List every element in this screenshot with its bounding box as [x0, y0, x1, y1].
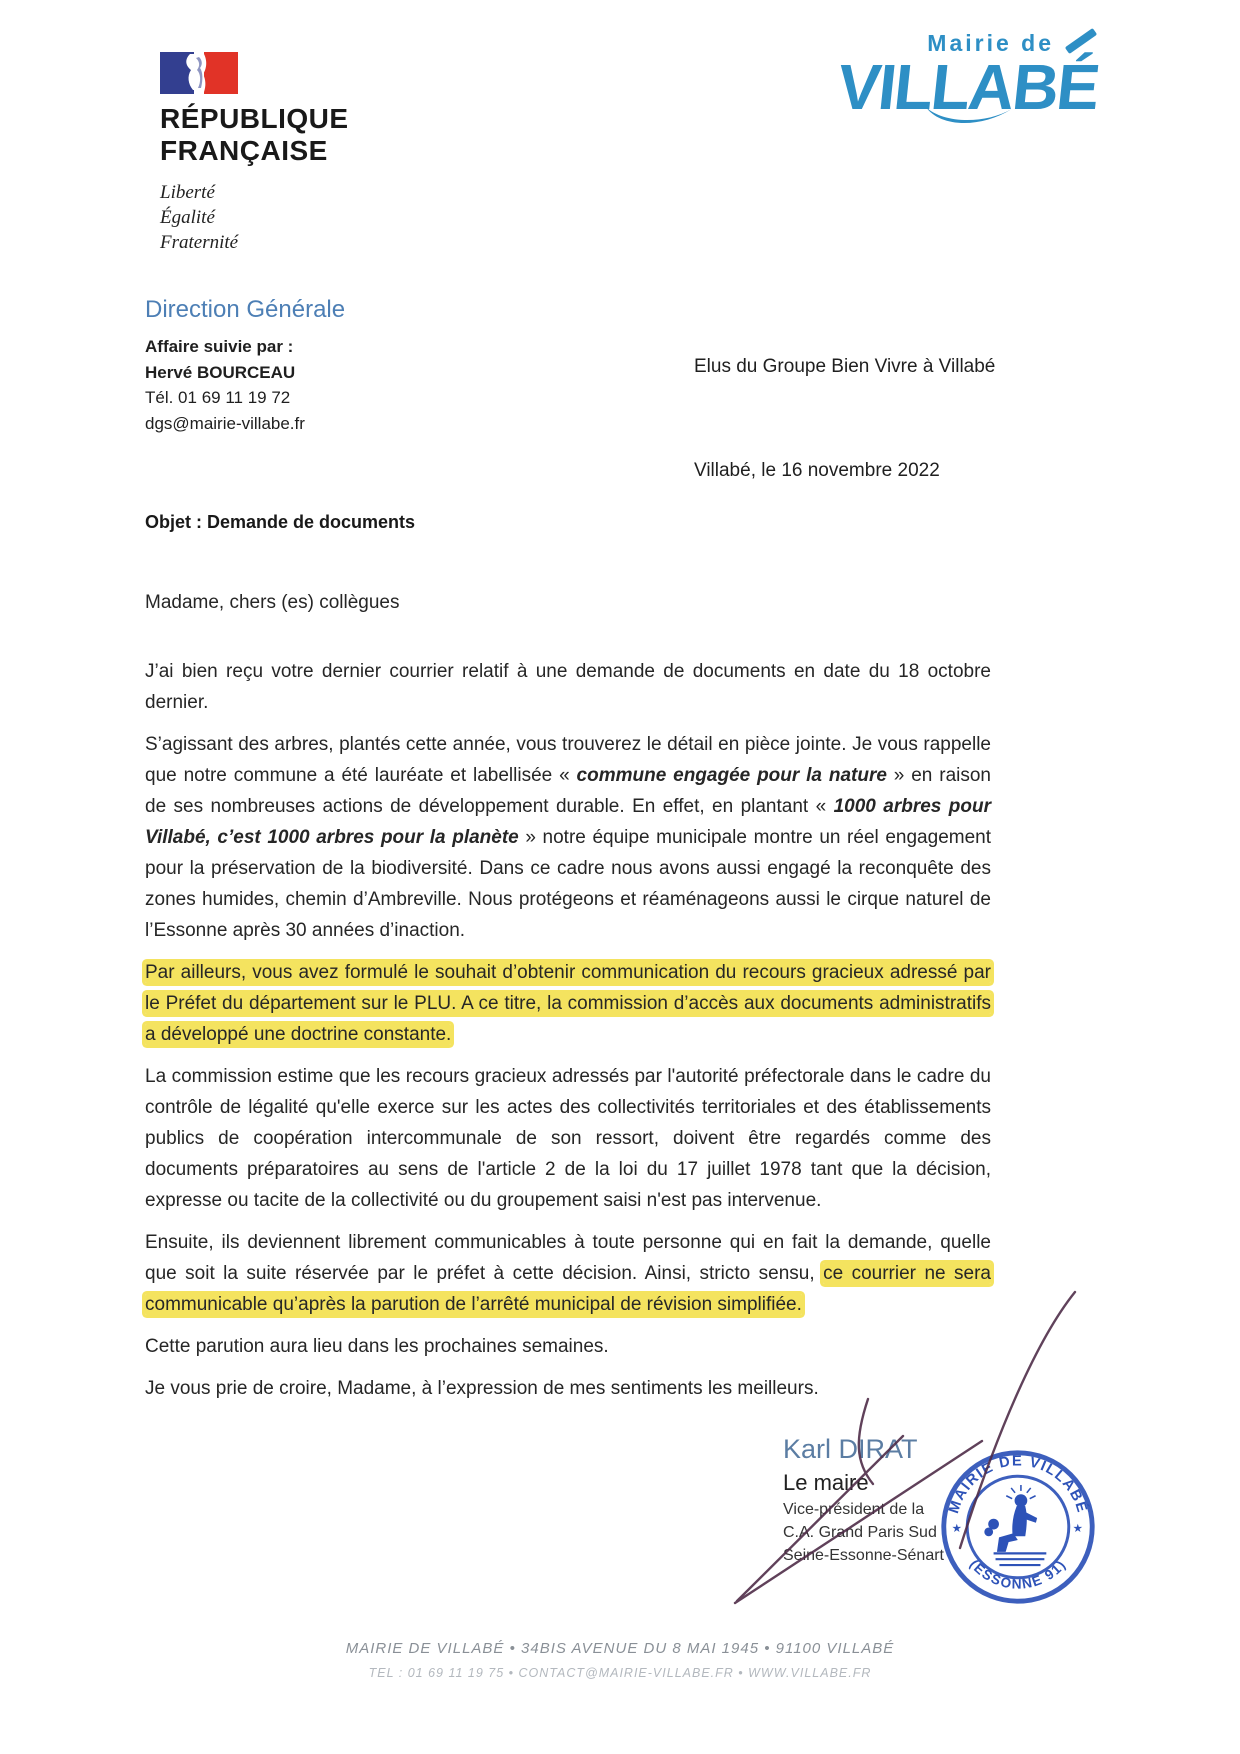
logo-slash-icon — [1065, 27, 1097, 53]
sender-email: dgs@mairie-villabe.fr — [145, 413, 305, 433]
letter-body — [145, 656, 991, 1415]
seal-star-left: ★ — [951, 1521, 963, 1535]
recipient: Elus du Groupe Bien Vivre à Villabé — [694, 356, 996, 377]
sender-followup-label: Affaire suivie par : — [145, 337, 294, 356]
republique-motto: Liberté Égalité Fraternité — [160, 182, 239, 253]
signer-name: Karl DIRAT — [783, 1434, 918, 1464]
body-paragraph: S’agissant des arbres, plantés cette année, vous trouverez le détail en pièce jointe. Je vous rappelle que notre commune a été lauréate et labellisée « commune engagée pour la nature » en raison de ses nombreuses actions de développement durable. En effet, en plantant « 1000 arbres pour Villabé, c’est 1000 arbres pour la planète » notre équipe municipale montre un réel engagement pour la préservation de la biodiversité. Dans ce cadre nous avons aussi engagé la reconquête des zones humides, chemin d’Ambreville. Nous protégeons et réaménageons aussi le cirque naturel de l’Essonne après 30 années d’inaction. — [145, 734, 991, 941]
seal-bottom-text: (ESSONNE 91) — [966, 1556, 1070, 1592]
seal-figure-icon — [985, 1485, 1047, 1565]
logo-villabe-wordmark: VILLABÉ — [835, 55, 1102, 119]
svg-text:(ESSONNE 91) — [967, 1557, 1069, 1592]
sender-service: Direction Générale — [145, 296, 346, 323]
logo-swoosh-icon — [922, 105, 1017, 131]
republique-francaise-logo — [160, 52, 349, 255]
sender-followup-name: Hervé BOURCEAU — [145, 362, 296, 382]
subject-line: Objet : Demande de documents — [145, 512, 416, 532]
signer-title: Le maire — [783, 1470, 869, 1495]
logo-mairie-de: Mairie de — [838, 30, 1098, 57]
body-paragraph: La commission estime que les recours gracieux adressés par l'autorité préfectorale dans le cadre du contrôle de légalité qu'elle exerce sur les actes des collectivités territoriales et des établissements publics de coopération intercommunale de son ressort, doivent être regardés comme des documents préparatoires au sens de l'article 2 de la loi du 17 juillet 1978 tant que la décision, expresse ou tacite de la collectivité ou du groupement saisi n'est pas intervenue. — [145, 1066, 991, 1211]
signature-block — [783, 1434, 944, 1567]
body-paragraph: Cette parution aura lieu dans les prochaines semaines. — [145, 1336, 609, 1357]
sender-phone: Tél. 01 69 11 19 72 — [145, 388, 291, 407]
seal-star-right: ★ — [1072, 1521, 1084, 1535]
municipal-seal-stamp — [935, 1444, 1101, 1610]
body-paragraph-closing: Je vous prie de croire, Madame, à l’expression de mes sentiments les meilleurs. — [145, 1378, 819, 1399]
signer-subtitle: Vice-président de la C.A. Grand Paris Sud Seine-Essonne-Sénart — [783, 1501, 944, 1564]
republique-name: RÉPUBLIQUE FRANÇAISE — [160, 103, 349, 166]
footer-contact: TEL : 01 69 11 19 75 • CONTACT@MAIRIE-VILLABE.FR • WWW.VILLABE.FR — [368, 1666, 872, 1680]
french-flag-icon — [160, 52, 238, 94]
mairie-villabe-logo — [834, 30, 1102, 123]
body-paragraph: J’ai bien reçu votre dernier courrier relatif à une demande de documents en date du 18 octobre dernier. — [145, 661, 991, 713]
footer-address: MAIRIE DE VILLABÉ • 34BIS AVENUE DU 8 MAI 1945 • 91100 VILLABÉ — [345, 1640, 895, 1657]
salutation: Madame, chers (es) collègues — [145, 592, 400, 613]
body-paragraph: Ensuite, ils deviennent librement communicables à toute personne qui en fait la demande, quelle que soit la suite réservée par le préfet à cette décision. Ainsi, stricto sensu, ce courrier ne sera communicable qu’après la parution de l’arrêté municipal de révision simplifiée. — [145, 1232, 991, 1315]
sender-block — [145, 296, 345, 436]
body-paragraph-highlighted: Par ailleurs, vous avez formulé le souhait d’obtenir communication du recours gracieux adressé par le Préfet du département sur le PLU. A ce titre, la commission d’accès aux documents administratifs a développé une doctrine constante. — [145, 962, 991, 1045]
dateline: Villabé, le 16 novembre 2022 — [694, 460, 940, 481]
seal-top-text: MAIRIE DE VILLABÉ — [946, 1453, 1090, 1516]
